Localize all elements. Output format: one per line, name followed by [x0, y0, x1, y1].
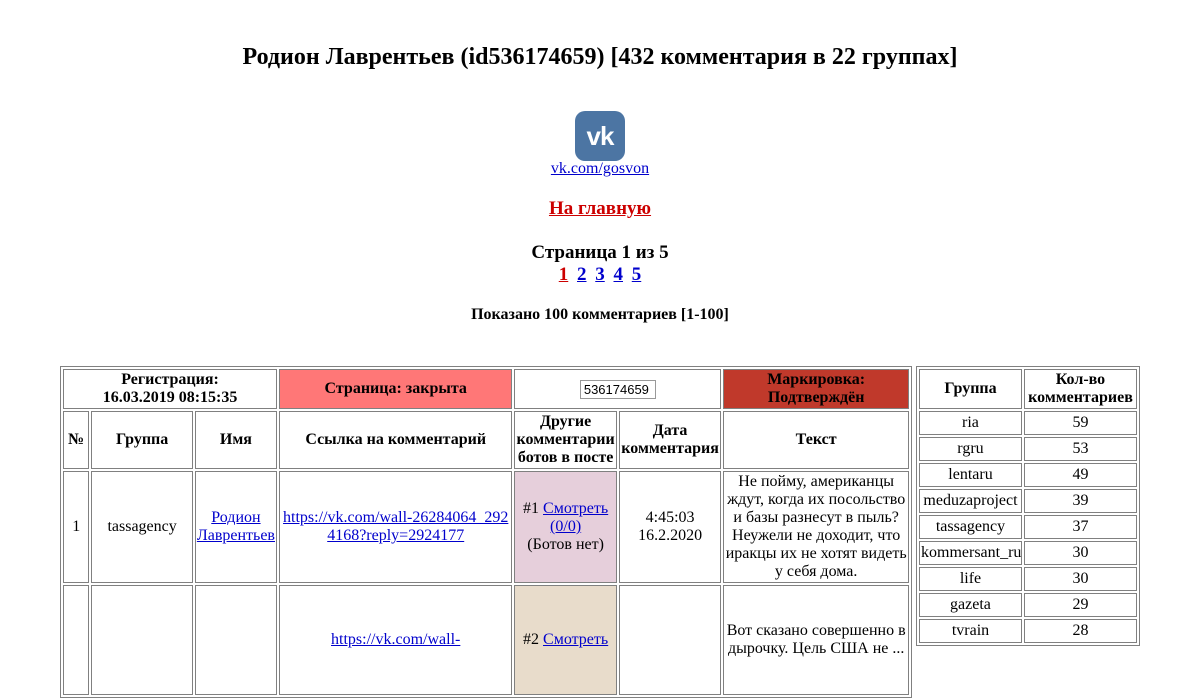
col-name: Имя [195, 411, 277, 469]
group-name: tvrain [919, 619, 1022, 643]
registration-date: 16.03.2019 08:15:35 [102, 389, 238, 406]
page-status: Страница: закрыта [279, 369, 512, 409]
group-row [919, 411, 1137, 435]
group-name: ria [919, 411, 1022, 435]
row-name-cell [195, 471, 277, 583]
vk-logo-icon[interactable]: vk [575, 111, 625, 161]
row-group: tassagency [91, 471, 192, 583]
group-count: 37 [1024, 515, 1137, 539]
row-text: Не пойму, американцы ждут, когда их посольство и базы разнесут в пыль? Неужели не доходит, что иракцы их не хотят видеть у себя дома. [723, 471, 909, 583]
group-count: 53 [1024, 437, 1137, 461]
group-count: 28 [1024, 619, 1137, 643]
group-row [919, 567, 1137, 591]
vk-link-container [0, 160, 1200, 178]
side-col-group: Группа [919, 369, 1022, 409]
home-link[interactable]: На главную [548, 198, 652, 219]
group-name: tassagency [919, 515, 1022, 539]
row-comment-link[interactable]: https://vk.com/wall- [331, 631, 461, 648]
page-link-3[interactable]: 3 [595, 264, 605, 285]
col-link: Ссылка на комментарий [279, 411, 512, 469]
row-time: 4:45:03 [645, 509, 695, 526]
pagination [0, 264, 1200, 286]
row-other-prefix: #2 [523, 631, 540, 648]
group-name: rgru [919, 437, 1022, 461]
group-row [919, 463, 1137, 487]
row-comment-link[interactable]: https://vk.com/wall-26284064_2924168?reply=2924177 [283, 509, 509, 544]
group-count: 59 [1024, 411, 1137, 435]
group-name: meduzaproject [919, 489, 1022, 513]
marking-label: Маркировка: [767, 371, 866, 388]
groups-table [916, 366, 1140, 646]
row-num: 1 [63, 471, 89, 583]
group-row [919, 437, 1137, 461]
group-count: 30 [1024, 541, 1137, 565]
marking-cell [723, 369, 909, 409]
shown-count: Показано 100 комментариев [1-100] [471, 306, 729, 323]
row-other-link[interactable]: Смотреть [543, 631, 609, 648]
row-other-prefix: #1 [523, 500, 540, 517]
group-row [919, 515, 1137, 539]
page-link-2[interactable]: 2 [577, 264, 587, 285]
group-name: kommersant_ru [919, 541, 1022, 565]
col-num: № [63, 411, 89, 469]
row-link-cell [279, 471, 512, 583]
row-date-cell [619, 471, 721, 583]
group-count: 30 [1024, 567, 1137, 591]
table-row [63, 585, 909, 695]
row-other-link[interactable]: Смотреть (0/0) [543, 500, 609, 535]
group-name: lentaru [919, 463, 1022, 487]
group-name: life [919, 567, 1022, 591]
row-date: 16.2.2020 [638, 527, 703, 544]
user-id-input[interactable] [580, 380, 656, 399]
page-link-5[interactable]: 5 [631, 264, 642, 285]
vk-link[interactable]: vk.com/gosvon [550, 160, 650, 177]
row-other-note: (Ботов нет) [527, 536, 604, 553]
page-title: Родион Лаврентьев (id536174659) [432 комментария в 22 группах] [242, 44, 958, 70]
row-other-cell [514, 471, 616, 583]
row-link-cell [279, 585, 512, 695]
group-row [919, 593, 1137, 617]
registration-label: Регистрация: [121, 371, 219, 388]
col-other-comments: Другие комментарии ботов в посте [514, 411, 616, 469]
row-name-link[interactable]: Родион Лаврентьев [196, 509, 275, 544]
row-date-cell [619, 585, 721, 695]
table-row [63, 471, 909, 583]
group-row [919, 541, 1137, 565]
col-date: Дата комментария [619, 411, 721, 469]
row-other-cell [514, 585, 616, 695]
group-name: gazeta [919, 593, 1022, 617]
row-text: Вот сказано совершенно в дырочку. Цель США не ... [723, 585, 909, 695]
page-link-4[interactable]: 4 [613, 264, 623, 285]
side-col-count: Кол-во комментариев [1024, 369, 1137, 409]
group-row [919, 619, 1137, 643]
group-count: 49 [1024, 463, 1137, 487]
home-link-container [0, 198, 1200, 220]
group-count: 29 [1024, 593, 1137, 617]
comments-table [60, 366, 912, 698]
marking-value: Подтверждён [767, 389, 865, 406]
page-link-1[interactable]: 1 [558, 264, 569, 285]
page-info: Страница 1 из 5 [531, 242, 669, 263]
col-group: Группа [91, 411, 192, 469]
registration-cell [63, 369, 277, 409]
user-id-cell [514, 369, 721, 409]
col-text: Текст [723, 411, 909, 469]
group-count: 39 [1024, 489, 1137, 513]
group-row [919, 489, 1137, 513]
row-name-cell [195, 585, 277, 695]
row-group [91, 585, 192, 695]
row-num [63, 585, 89, 695]
